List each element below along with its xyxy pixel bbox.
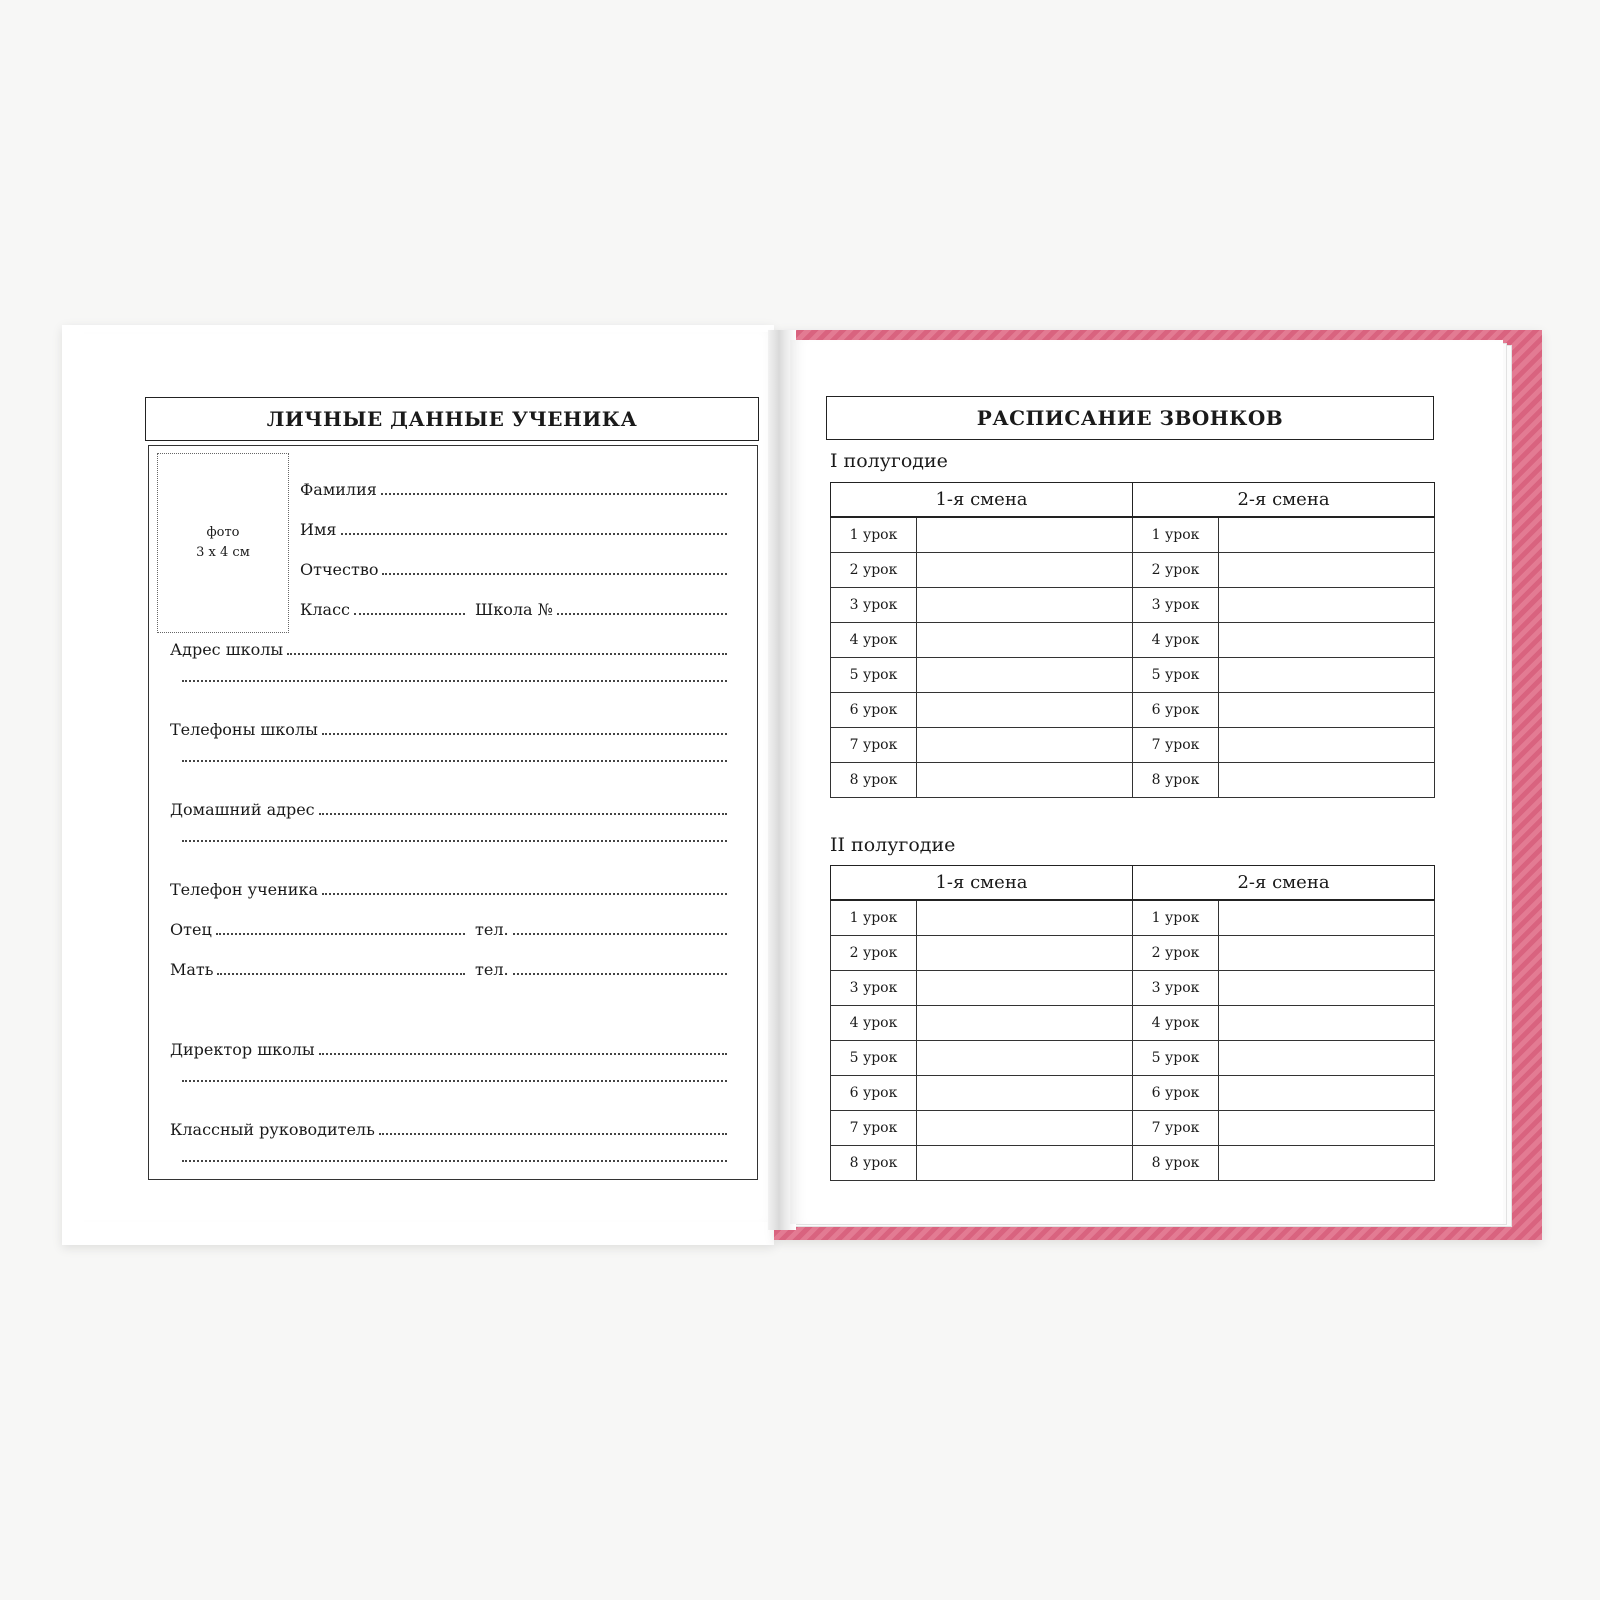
time-cell	[917, 588, 1133, 623]
lesson-label: 6 урок	[831, 1076, 917, 1111]
field-label: Класс	[300, 600, 351, 619]
dotted-line	[182, 680, 727, 682]
table-header-row	[831, 866, 1435, 901]
time-cell	[917, 623, 1133, 658]
dotted-line	[217, 973, 465, 975]
half-year-label-2: II полугодие	[830, 834, 956, 856]
page-title-student-data	[145, 397, 759, 441]
time-cell	[917, 936, 1133, 971]
dotted-line	[379, 1133, 727, 1135]
time-cell	[917, 763, 1133, 798]
field-name	[300, 520, 727, 539]
field-school-address	[170, 640, 727, 659]
time-cell	[1219, 693, 1435, 728]
dotted-line	[381, 493, 727, 495]
time-cell	[1219, 1006, 1435, 1041]
lesson-label: 5 урок	[831, 658, 917, 693]
dotted-line	[322, 733, 727, 735]
field-class-teacher	[170, 1120, 727, 1139]
table-row	[831, 1041, 1435, 1076]
lesson-label: 5 урок	[831, 1041, 917, 1076]
lesson-label: 1 урок	[831, 517, 917, 553]
lesson-label: 1 урок	[1133, 900, 1219, 936]
lesson-label: 7 урок	[1133, 1111, 1219, 1146]
field-school-phones	[170, 720, 727, 739]
table-row	[831, 1111, 1435, 1146]
time-cell	[1219, 728, 1435, 763]
lesson-label: 2 урок	[1133, 553, 1219, 588]
time-cell	[917, 658, 1133, 693]
field-label: Имя	[300, 520, 337, 539]
dotted-line	[216, 933, 465, 935]
time-cell	[1219, 1146, 1435, 1181]
lesson-label: 6 урок	[1133, 693, 1219, 728]
dotted-line	[354, 613, 465, 615]
table-row	[831, 728, 1435, 763]
table-row	[831, 658, 1435, 693]
time-cell	[917, 900, 1133, 936]
field-continuation	[178, 760, 727, 766]
field-label: Фамилия	[300, 480, 377, 499]
time-cell	[1219, 588, 1435, 623]
bell-schedule-table-1	[830, 482, 1435, 798]
time-cell	[1219, 517, 1435, 553]
field-label: Отчество	[300, 560, 379, 579]
shift-2-header: 2-я смена	[1133, 866, 1435, 901]
field-label: Отец	[170, 920, 212, 939]
field-label: Мать	[170, 960, 214, 979]
half-year-label-1: I полугодие	[830, 450, 948, 472]
table-row	[831, 763, 1435, 798]
dotted-line	[513, 973, 727, 975]
field-class	[300, 600, 465, 619]
time-cell	[917, 553, 1133, 588]
table-row	[831, 1076, 1435, 1111]
time-cell	[1219, 971, 1435, 1006]
time-cell	[1219, 658, 1435, 693]
field-continuation	[178, 1080, 727, 1086]
shift-1-header: 1-я смена	[831, 483, 1133, 518]
table-row	[831, 553, 1435, 588]
time-cell	[917, 1006, 1133, 1041]
time-cell	[917, 693, 1133, 728]
lesson-label: 8 урок	[1133, 763, 1219, 798]
bell-schedule-table-2	[830, 865, 1435, 1181]
lesson-label: 4 урок	[831, 1006, 917, 1041]
time-cell	[1219, 763, 1435, 798]
time-cell	[1219, 1076, 1435, 1111]
lesson-label: 6 урок	[1133, 1076, 1219, 1111]
lesson-label: 5 урок	[1133, 658, 1219, 693]
photo-placeholder	[157, 453, 289, 633]
dotted-line	[319, 1053, 727, 1055]
table-row	[831, 588, 1435, 623]
dotted-line	[182, 840, 727, 842]
table-row	[831, 623, 1435, 658]
page-title-bell-schedule	[826, 396, 1434, 440]
field-label: Домашний адрес	[170, 800, 315, 819]
page-title-text: ЛИЧНЫЕ ДАННЫЕ УЧЕНИКА	[266, 407, 638, 431]
lesson-label: 4 урок	[1133, 1006, 1219, 1041]
page-title-text: РАСПИСАНИЕ ЗВОНКОВ	[976, 406, 1284, 430]
time-cell	[917, 1146, 1133, 1181]
dotted-line	[382, 573, 727, 575]
field-school-number	[475, 600, 727, 619]
field-continuation	[178, 1160, 727, 1166]
dotted-line	[182, 760, 727, 762]
time-cell	[1219, 1041, 1435, 1076]
lesson-label: 6 урок	[831, 693, 917, 728]
field-label: Адрес школы	[170, 640, 284, 659]
table-row	[831, 693, 1435, 728]
lesson-label: 8 урок	[831, 1146, 917, 1181]
field-father	[170, 920, 465, 939]
lesson-label: 3 урок	[831, 971, 917, 1006]
lesson-label: 4 урок	[1133, 623, 1219, 658]
dotted-line	[557, 613, 727, 615]
time-cell	[917, 1111, 1133, 1146]
table-row	[831, 1006, 1435, 1041]
lesson-label: 7 урок	[831, 728, 917, 763]
field-surname	[300, 480, 727, 499]
lesson-label: 3 урок	[1133, 588, 1219, 623]
lesson-label: 8 урок	[1133, 1146, 1219, 1181]
dotted-line	[182, 1160, 727, 1162]
lesson-label: 2 урок	[831, 553, 917, 588]
table-row	[831, 900, 1435, 936]
time-cell	[1219, 1111, 1435, 1146]
dotted-line	[287, 653, 727, 655]
field-label: тел.	[475, 920, 509, 939]
time-cell	[1219, 623, 1435, 658]
dotted-line	[319, 813, 727, 815]
field-mother	[170, 960, 465, 979]
time-cell	[917, 1076, 1133, 1111]
lesson-label: 7 урок	[831, 1111, 917, 1146]
field-label: Телефон ученика	[170, 880, 319, 899]
field-label: Директор школы	[170, 1040, 315, 1059]
lesson-label: 2 урок	[831, 936, 917, 971]
field-continuation	[178, 840, 727, 846]
field-continuation	[178, 680, 727, 686]
lesson-label: 5 урок	[1133, 1041, 1219, 1076]
dotted-line	[513, 933, 727, 935]
field-father-phone	[475, 920, 727, 939]
lesson-label: 3 урок	[1133, 971, 1219, 1006]
field-student-phone	[170, 880, 727, 899]
field-label: тел.	[475, 960, 509, 979]
table-row	[831, 936, 1435, 971]
time-cell	[1219, 936, 1435, 971]
shift-2-header: 2-я смена	[1133, 483, 1435, 518]
dotted-line	[182, 1080, 727, 1082]
photo-label: фото	[206, 525, 240, 540]
table-header-row	[831, 483, 1435, 518]
lesson-label: 1 урок	[1133, 517, 1219, 553]
time-cell	[917, 971, 1133, 1006]
lesson-label: 8 урок	[831, 763, 917, 798]
field-label: Классный руководитель	[170, 1120, 375, 1139]
time-cell	[1219, 553, 1435, 588]
dotted-line	[341, 533, 728, 535]
time-cell	[917, 728, 1133, 763]
lesson-label: 3 урок	[831, 588, 917, 623]
field-label: Школа №	[475, 600, 553, 619]
dotted-line	[322, 893, 727, 895]
field-home-address	[170, 800, 727, 819]
shift-1-header: 1-я смена	[831, 866, 1133, 901]
field-director	[170, 1040, 727, 1059]
time-cell	[917, 517, 1133, 553]
lesson-label: 1 урок	[831, 900, 917, 936]
time-cell	[917, 1041, 1133, 1076]
field-mother-phone	[475, 960, 727, 979]
table-row	[831, 971, 1435, 1006]
table-row	[831, 1146, 1435, 1181]
time-cell	[1219, 900, 1435, 936]
table-row	[831, 517, 1435, 553]
lesson-label: 7 урок	[1133, 728, 1219, 763]
field-patronymic	[300, 560, 727, 579]
photo-size: 3 х 4 см	[196, 545, 250, 560]
lesson-label: 4 урок	[831, 623, 917, 658]
lesson-label: 2 урок	[1133, 936, 1219, 971]
field-label: Телефоны школы	[170, 720, 318, 739]
